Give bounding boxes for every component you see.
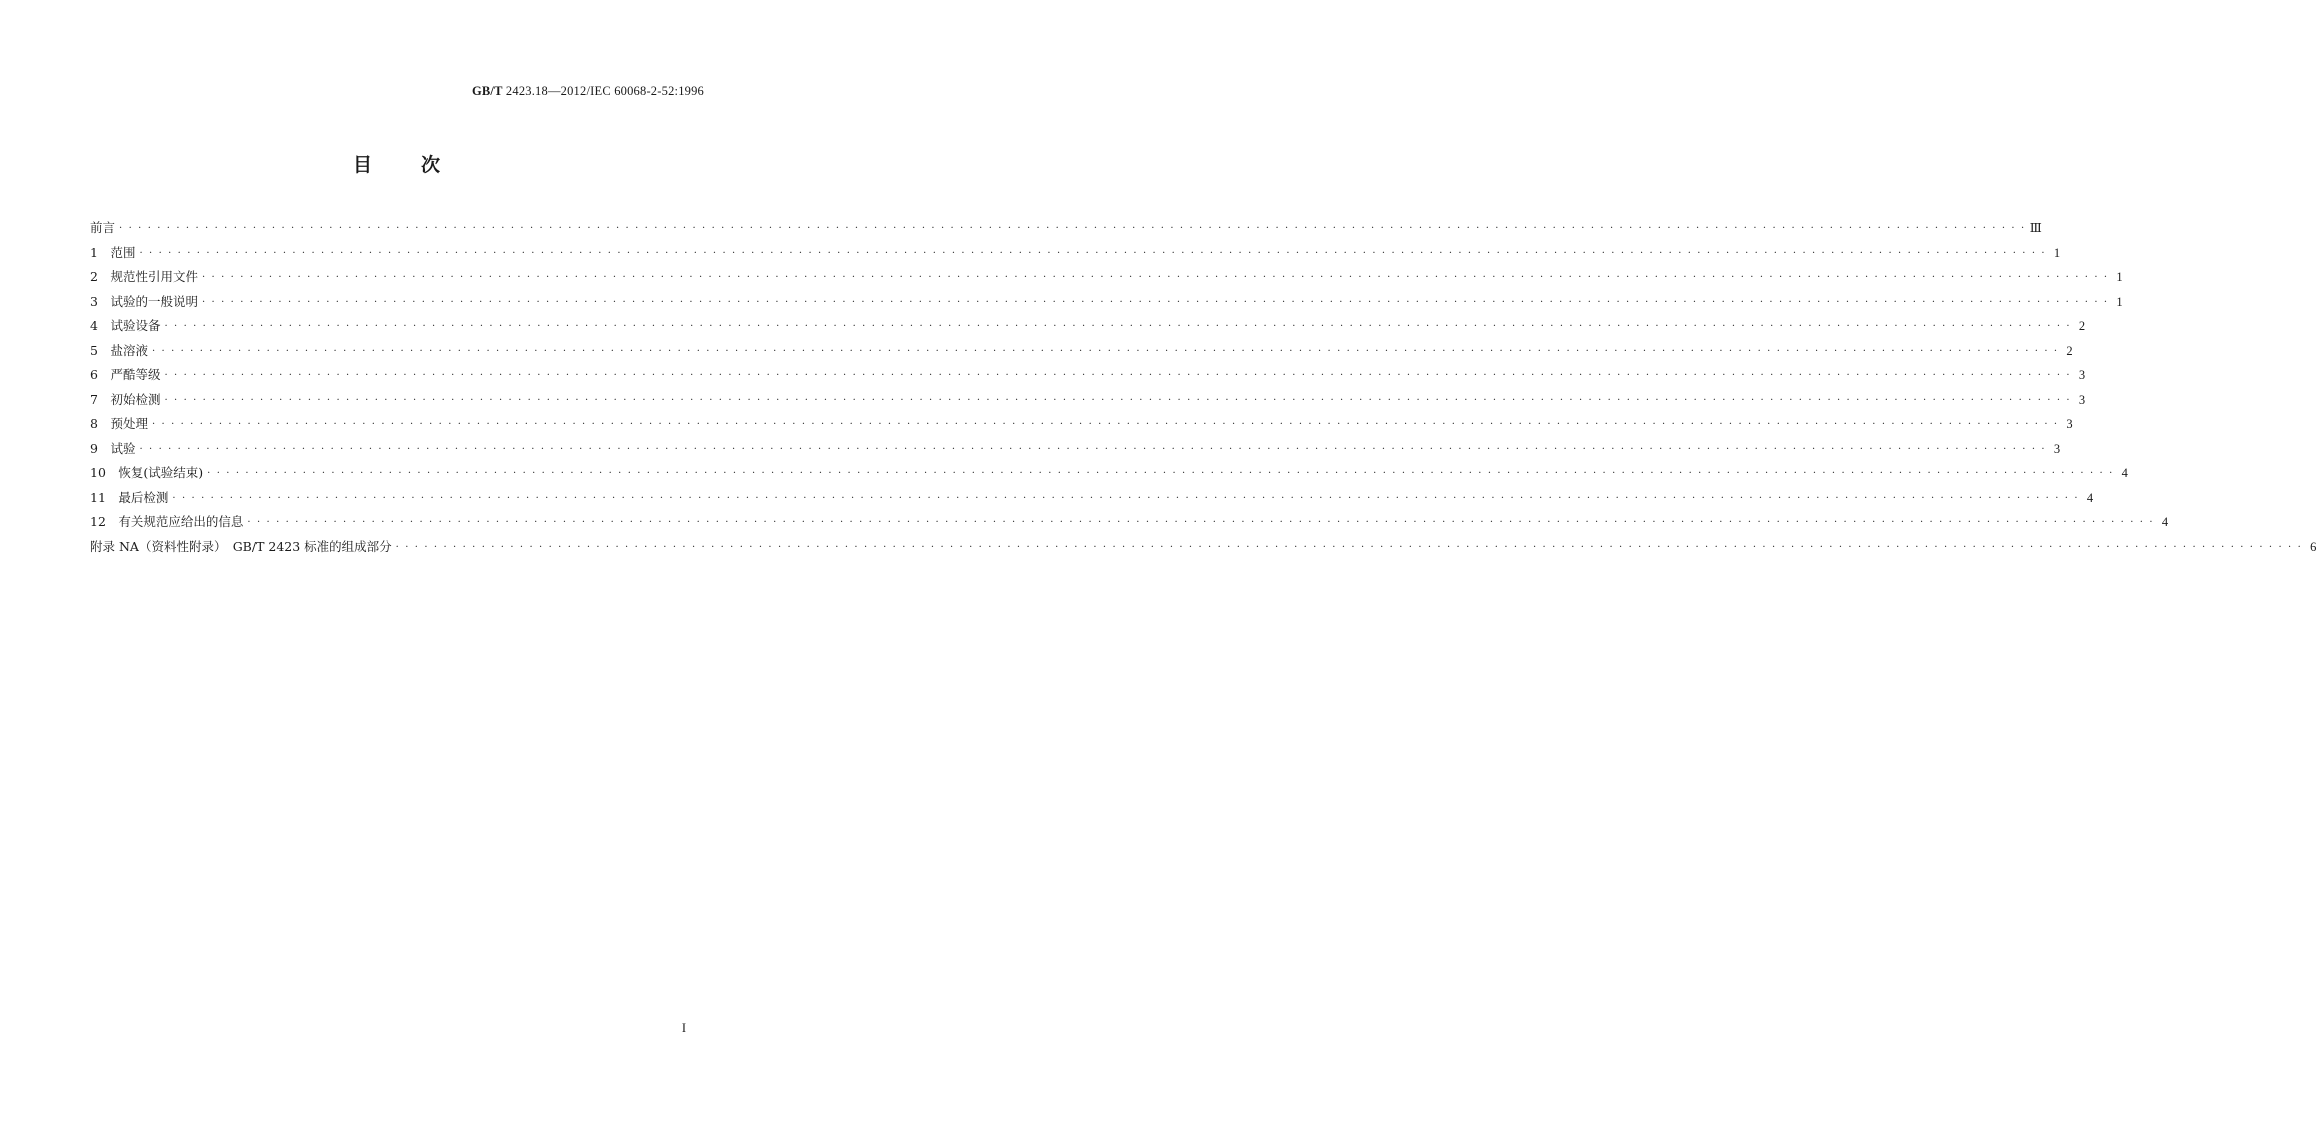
toc-entry[interactable]: [90, 412, 2073, 437]
toc-entry-label: 2 规范性引用文件: [90, 269, 198, 284]
toc-entry-label: 10 恢复(试验结束): [90, 465, 204, 480]
toc-entry-page: 4: [2161, 515, 2169, 529]
toc-entry-label: 3 试验的一般说明: [90, 293, 198, 309]
toc-leader-dots: · · · · · · · · · · · · · · · · · · · · · · · · · · · · · · · · · · · · · · · · · · · · · · · · · · · · · · · · · · · · · · · · · · · · · · · · · · · · · · · · · · · · · · · · · · · · · · · · · · · · · · · · · · · · · · · · · · · · · · · · · · · · · · · · · · · · · · · · · · · · · · · · · · · · · · · · · · · · · · · · · · · · · · · · · · · · · · · · · · · · · · · · · · · · · · · · · · · · · · · ·: [151, 419, 2059, 430]
toc-entry[interactable]: [90, 216, 2042, 241]
toc-entry-page: 3: [2078, 368, 2086, 382]
toc-entry-label: 4 试验设备: [90, 318, 161, 333]
toc-leader-dots: · · · · · · · · · · · · · · · · · · · · · · · · · · · · · · · · · · · · · · · · · · · · · · · · · · · · · · · · · · · · · · · · · · · · · · · · · · · · · · · · · · · · · · · · · · · · · · · · · · · · · · · · · · · · · · · · · · · · · · · · · · · · · · · · · · · · · · · · · · · · · · · · · · · · · · · · · · · · · · · · · · · · · · · · · · · · · · · · · · · · · · · · · · · · · · · · · · · · · · · ·: [164, 394, 2072, 406]
toc-entry-label: 前言: [90, 220, 116, 235]
toc-entry[interactable]: [90, 241, 2061, 266]
toc-entry-label: 附录 NA（资料性附录） GB/T 2423 标准的组成部分: [90, 538, 392, 554]
toc-leader-dots: · · · · · · · · · · · · · · · · · · · · · · · · · · · · · · · · · · · · · · · · · · · · · · · · · · · · · · · · · · · · · · · · · · · · · · · · · · · · · · · · · · · · · · · · · · · · · · · · · · · · · · · · · · · · · · · · · · · · · · · · · · · · · · · · · · · · · · · · · · · · · · · · · · · · · · · · · · · · · · · · · · · · · · · · · · · · · · · · · · · · · · · · · · · · · · · · · · · · · · · ·: [139, 247, 2047, 259]
toc-leader-dots: · · · · · · · · · · · · · · · · · · · · · · · · · · · · · · · · · · · · · · · · · · · · · · · · · · · · · · · · · · · · · · · · · · · · · · · · · · · · · · · · · · · · · · · · · · · · · · · · · · · · · · · · · · · · · · · · · · · · · · · · · · · · · · · · · · · · · · · · · · · · · · · · · · · · · · · · · · · · · · · · · · · · · · · · · · · · · · · · · · · · · · · · · · · · · · · · · · · · · · · ·: [164, 321, 2072, 332]
toc-entry-label: 1 范围: [90, 244, 136, 260]
toc-entry-label: 11 最后检测: [90, 489, 169, 505]
toc-entry[interactable]: [90, 339, 2073, 364]
toc-entry-page: 1: [2116, 270, 2123, 284]
toc-entry-page: 4: [2086, 490, 2094, 505]
toc-leader-dots: · · · · · · · · · · · · · · · · · · · · · · · · · · · · · · · · · · · · · · · · · · · · · · · · · · · · · · · · · · · · · · · · · · · · · · · · · · · · · · · · · · · · · · · · · · · · · · · · · · · · · · · · · · · · · · · · · · · · · · · · · · · · · · · · · · · · · · · · · · · · · · · · · · · · · · · · · · · · · · · · · · · · · · · · · · · · · · · · · · · · · · · · · · · · · · · · · · · · · · · ·: [247, 517, 2155, 528]
toc-leader-dots: · · · · · · · · · · · · · · · · · · · · · · · · · · · · · · · · · · · · · · · · · · · · · · · · · · · · · · · · · · · · · · · · · · · · · · · · · · · · · · · · · · · · · · · · · · · · · · · · · · · · · · · · · · · · · · · · · · · · · · · · · · · · · · · · · · · · · · · · · · · · · · · · · · · · · · · · · · · · · · · · · · · · · · · · · · · · · · · · · · · · · · · · · · · · · · · · · · · · · · · ·: [207, 468, 2114, 479]
toc-entry[interactable]: [90, 510, 2169, 535]
toc-leader-dots: · · · · · · · · · · · · · · · · · · · · · · · · · · · · · · · · · · · · · · · · · · · · · · · · · · · · · · · · · · · · · · · · · · · · · · · · · · · · · · · · · · · · · · · · · · · · · · · · · · · · · · · · · · · · · · · · · · · · · · · · · · · · · · · · · · · · · · · · · · · · · · · · · · · · · · · · · · · · · · · · · · · · · · · · · · · · · · · · · · · · · · · · · · · · · · · · · · · · · · · ·: [395, 541, 2303, 553]
toc-entry-label: 6 严酷等级: [90, 367, 161, 382]
toc-entry-label: 7 初始检测: [90, 391, 161, 407]
toc-entry[interactable]: [90, 363, 2086, 388]
page-title: [0, 150, 794, 177]
toc-entry[interactable]: [90, 461, 2128, 486]
toc-entry-page: 3: [2078, 392, 2086, 407]
toc-entry-page: 1: [2116, 294, 2123, 309]
toc-entry[interactable]: [90, 388, 2086, 413]
toc-entry-page: Ⅲ: [2029, 221, 2042, 235]
toc-leader-dots: · · · · · · · · · · · · · · · · · · · · · · · · · · · · · · · · · · · · · · · · · · · · · · · · · · · · · · · · · · · · · · · · · · · · · · · · · · · · · · · · · · · · · · · · · · · · · · · · · · · · · · · · · · · · · · · · · · · · · · · · · · · · · · · · · · · · · · · · · · · · · · · · · · · · · · · · · · · · · · · · · · · · · · · · · · · · · · · · · · · · · · · · · · · · · · · · · · · · · · · ·: [201, 296, 2109, 308]
toc-entry-label: 5 盐溶液: [90, 342, 148, 358]
toc-leader-dots: · · · · · · · · · · · · · · · · · · · · · · · · · · · · · · · · · · · · · · · · · · · · · · · · · · · · · · · · · · · · · · · · · · · · · · · · · · · · · · · · · · · · · · · · · · · · · · · · · · · · · · · · · · · · · · · · · · · · · · · · · · · · · · · · · · · · · · · · · · · · · · · · · · · · · · · · · · · · · · · · · · · · · · · · · · · · · · · · · · · · · · · · · · · · · · · · · · · · · · · ·: [139, 443, 2047, 455]
page-number: I: [681, 1021, 686, 1035]
toc-entry-page: 6: [2310, 539, 2316, 554]
toc-entry-page: 2: [2066, 343, 2073, 358]
toc-entry[interactable]: [90, 437, 2061, 462]
standard-number: 2423.18—2012/IEC 60068-2-52:1996: [502, 84, 704, 98]
toc-entry-label: 8 预处理: [90, 416, 148, 431]
toc-entry-page: 2: [2078, 319, 2086, 333]
toc-leader-dots: · · · · · · · · · · · · · · · · · · · · · · · · · · · · · · · · · · · · · · · · · · · · · · · · · · · · · · · · · · · · · · · · · · · · · · · · · · · · · · · · · · · · · · · · · · · · · · · · · · · · · · · · · · · · · · · · · · · · · · · · · · · · · · · · · · · · · · · · · · · · · · · · · · · · · · · · · · · · · · · · · · · · · · · · · · · · · · · · · · · · · · · · · · · · · · · · · · · · · · · ·: [151, 345, 2059, 357]
toc-entry-label: 9 试验: [90, 440, 136, 456]
toc-entry[interactable]: [90, 265, 2123, 290]
toc-leader-dots: · · · · · · · · · · · · · · · · · · · · · · · · · · · · · · · · · · · · · · · · · · · · · · · · · · · · · · · · · · · · · · · · · · · · · · · · · · · · · · · · · · · · · · · · · · · · · · · · · · · · · · · · · · · · · · · · · · · · · · · · · · · · · · · · · · · · · · · · · · · · · · · · · · · · · · · · · · · · · · · · · · · · · · · · · · · · · · · · · · · · · · · · · · · · · · · · · · · · · · · ·: [172, 492, 2080, 504]
toc-entry-page: 4: [2121, 466, 2128, 480]
toc-entry[interactable]: [90, 290, 2123, 315]
running-header: [472, 84, 704, 99]
toc-entry[interactable]: [90, 486, 2094, 511]
toc-leader-dots: · · · · · · · · · · · · · · · · · · · · · · · · · · · · · · · · · · · · · · · · · · · · · · · · · · · · · · · · · · · · · · · · · · · · · · · · · · · · · · · · · · · · · · · · · · · · · · · · · · · · · · · · · · · · · · · · · · · · · · · · · · · · · · · · · · · · · · · · · · · · · · · · · · · · · · · · · · · · · · · · · · · · · · · · · · · · · · · · · · · · · · · · · · · · · · · · · · · · · · · ·: [201, 272, 2109, 283]
toc-entry-page: 3: [2053, 441, 2061, 456]
toc-entry-label: 12 有关规范应给出的信息: [90, 514, 244, 529]
toc-entry[interactable]: [90, 535, 2316, 560]
standard-prefix: GB/T: [471, 84, 503, 98]
toc-entry-page: 3: [2066, 417, 2073, 431]
toc-leader-dots: · · · · · · · · · · · · · · · · · · · · · · · · · · · · · · · · · · · · · · · · · · · · · · · · · · · · · · · · · · · · · · · · · · · · · · · · · · · · · · · · · · · · · · · · · · · · · · · · · · · · · · · · · · · · · · · · · · · · · · · · · · · · · · · · · · · · · · · · · · · · · · · · · · · · · · · · · · · · · · · · · · · · · · · · · · · · · · · · · · · · · · · · · · · · · · · · · · · · · · · ·: [119, 223, 2026, 234]
toc-entry[interactable]: [90, 314, 2086, 339]
toc-leader-dots: · · · · · · · · · · · · · · · · · · · · · · · · · · · · · · · · · · · · · · · · · · · · · · · · · · · · · · · · · · · · · · · · · · · · · · · · · · · · · · · · · · · · · · · · · · · · · · · · · · · · · · · · · · · · · · · · · · · · · · · · · · · · · · · · · · · · · · · · · · · · · · · · · · · · · · · · · · · · · · · · · · · · · · · · · · · · · · · · · · · · · · · · · · · · · · · · · · · · · · · ·: [164, 370, 2072, 381]
toc-entry-page: 1: [2053, 245, 2061, 260]
table-of-contents: [90, 216, 2316, 559]
title-char-1: 目: [352, 154, 373, 176]
title-char-2: 次: [421, 154, 442, 176]
